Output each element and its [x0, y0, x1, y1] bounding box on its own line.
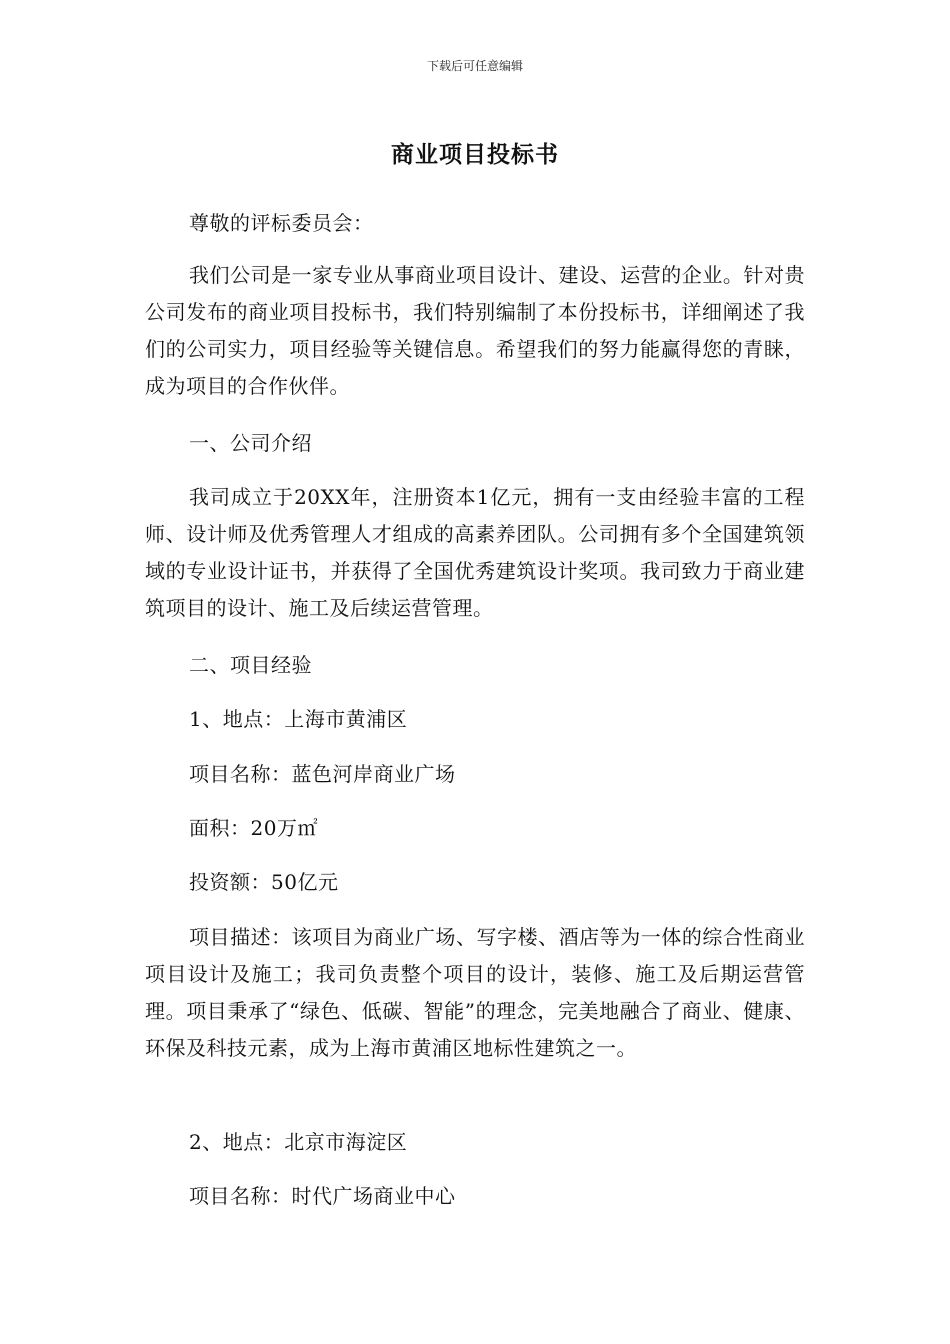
project-1-area: 面积：20万㎡ — [189, 816, 318, 840]
header-note: 下载后可任意编辑 — [426, 59, 523, 73]
project-1-location: 1、地点：上海市黄浦区 — [189, 707, 408, 731]
project-1-name: 项目名称：蓝色河岸商业广场 — [189, 762, 456, 786]
project-2-name: 项目名称：时代广场商业中心 — [189, 1184, 456, 1208]
document-title: 商业项目投标书 — [391, 142, 559, 168]
section-2-heading: 二、项目经验 — [189, 653, 312, 677]
salutation: 尊敬的评标委员会： — [189, 211, 374, 235]
section-1-body: 我司成立于20XX年，注册资本1亿元，拥有一支由经验丰富的工程师、设计师及优秀管理人才组成的高素养团队。公司拥有多个全国建筑领域的专业设计证书，并获得了全国优秀建筑设计奖项。我司致力于商业建筑项目的设计、施工及后续运营管理。 — [145, 485, 805, 620]
project-1-investment: 投资额：50亿元 — [189, 870, 339, 894]
section-1-heading: 一、公司介绍 — [189, 431, 312, 455]
project-2-location: 2、地点：北京市海淀区 — [189, 1130, 408, 1154]
intro-paragraph: 我们公司是一家专业从事商业项目设计、建设、运营的企业。针对贵公司发布的商业项目投标书，我们特别编制了本份投标书，详细阐述了我们的公司实力，项目经验等关键信息。希望我们的努力能赢得您的青睐，成为项目的合作伙伴。 — [145, 263, 805, 398]
project-1-description: 项目描述：该项目为商业广场、写字楼、酒店等为一体的综合性商业项目设计及施工；我司负责整个项目的设计，装修、施工及后期运营管理。项目秉承了“绿色、低碳、智能”的理念，完美地融合了商业、健康、环保及科技元素，成为上海市黄浦区地标性建筑之一。 — [145, 925, 805, 1060]
